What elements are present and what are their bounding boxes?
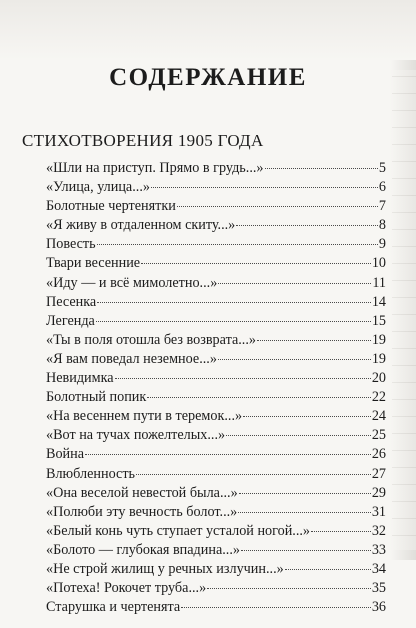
dot-leader — [218, 359, 371, 360]
toc-entry — [46, 389, 386, 408]
toc-entry — [46, 523, 386, 542]
dot-leader — [226, 435, 371, 436]
facing-page-ghost-text — [392, 70, 416, 550]
toc-entry-page: 31 — [371, 503, 386, 520]
toc-entry-page: 22 — [371, 389, 386, 406]
toc-entry-page: 20 — [371, 370, 386, 387]
toc-entry-page: 7 — [378, 198, 386, 215]
dot-leader — [136, 474, 371, 475]
toc-entry-page: 34 — [371, 560, 386, 577]
dot-leader — [181, 607, 371, 608]
dot-leader — [141, 263, 371, 264]
dot-leader — [207, 588, 371, 589]
toc-entry-page: 19 — [371, 350, 386, 367]
toc-entry-page: 35 — [371, 580, 386, 597]
dot-leader — [285, 569, 371, 570]
table-of-contents — [46, 160, 386, 618]
toc-entry — [46, 580, 386, 599]
toc-entry-page: 15 — [371, 312, 386, 329]
toc-entry — [46, 370, 386, 389]
toc-entry — [46, 198, 386, 217]
toc-entry — [46, 466, 386, 485]
toc-entry-title: Невидимка — [46, 370, 114, 387]
toc-entry-title: «Болото — глубокая впадина...» — [46, 541, 240, 558]
toc-entry — [46, 160, 386, 179]
toc-entry — [46, 542, 386, 561]
toc-entry — [46, 275, 386, 294]
toc-entry-page: 36 — [371, 599, 386, 616]
toc-entry-title: «Улица, улица...» — [46, 179, 150, 196]
toc-entry-page: 6 — [378, 179, 386, 196]
toc-entry-page: 32 — [371, 522, 386, 539]
dot-leader — [238, 512, 371, 513]
dot-leader — [265, 168, 378, 169]
toc-entry-title: Старушка и чертенята — [46, 599, 181, 616]
toc-entry-title: «Иду — и всё мимолетно...» — [46, 274, 218, 291]
toc-entry-title: «Потеха! Рокочет труба...» — [46, 580, 207, 597]
page-title: СОДЕРЖАНИЕ — [109, 64, 307, 91]
toc-entry-title: «Я вам поведал неземное...» — [46, 350, 217, 367]
toc-entry-page: 33 — [371, 541, 386, 558]
toc-entry-title: Болотные чертенятки — [46, 198, 176, 215]
dot-leader — [151, 187, 378, 188]
toc-entry-title: Твари весенние — [46, 255, 141, 272]
dot-leader — [243, 416, 371, 417]
dot-leader — [177, 206, 378, 207]
toc-entry-title: «Я живу в отдаленном скиту...» — [46, 217, 236, 234]
toc-entry-page: 5 — [378, 160, 386, 176]
dot-leader — [257, 340, 371, 341]
toc-entry — [46, 504, 386, 523]
toc-entry-page: 9 — [378, 236, 386, 253]
dot-leader — [97, 302, 371, 303]
toc-entry-page: 27 — [371, 465, 386, 482]
toc-entry — [46, 179, 386, 198]
toc-entry — [46, 427, 386, 446]
toc-entry-title: «Белый конь чуть ступает усталой ногой...» — [46, 522, 311, 539]
toc-entry-page: 11 — [372, 274, 386, 291]
toc-entry — [46, 351, 386, 370]
toc-entry — [46, 561, 386, 580]
toc-entry-title: Влюбленность — [46, 465, 135, 482]
toc-entry-page: 14 — [371, 293, 386, 310]
toc-entry-title: «На весеннем пути в теремок...» — [46, 408, 243, 425]
toc-entry-page: 10 — [371, 255, 386, 272]
toc-entry — [46, 485, 386, 504]
dot-leader — [96, 321, 371, 322]
toc-entry — [46, 255, 386, 274]
dot-leader — [147, 397, 371, 398]
toc-entry-title: Песенка — [46, 293, 97, 310]
toc-entry — [46, 446, 386, 465]
section-heading: СТИХОТВОРЕНИЯ 1905 ГОДА — [22, 131, 264, 150]
toc-entry-title: «Не строй жилищ у речных излучин...» — [46, 560, 284, 577]
toc-entry-page: 26 — [371, 446, 386, 463]
toc-entry — [46, 332, 386, 351]
facing-page-bleed-top — [0, 0, 416, 60]
toc-entry-title: Война — [46, 446, 85, 463]
dot-leader — [115, 378, 371, 379]
dot-leader — [218, 283, 371, 284]
toc-entry-title: Повесть — [46, 236, 96, 253]
toc-entry — [46, 408, 386, 427]
dot-leader — [239, 493, 371, 494]
dot-leader — [241, 550, 371, 551]
toc-entry — [46, 294, 386, 313]
toc-entry — [46, 313, 386, 332]
toc-entry-page: 25 — [371, 427, 386, 444]
toc-entry-page: 8 — [378, 217, 386, 234]
dot-leader — [311, 531, 371, 532]
dot-leader — [97, 244, 378, 245]
toc-entry-page: 29 — [371, 484, 386, 501]
toc-entry — [46, 217, 386, 236]
toc-entry-page: 24 — [371, 408, 386, 425]
toc-entry — [46, 236, 386, 255]
toc-entry-title: Болотный попик — [46, 389, 147, 406]
dot-leader — [236, 225, 378, 226]
toc-entry — [46, 599, 386, 618]
dot-leader — [85, 454, 371, 455]
toc-entry-page: 19 — [371, 331, 386, 348]
toc-entry-title: Легенда — [46, 312, 95, 329]
toc-entry-title: «Шли на приступ. Прямо в грудь...» — [46, 160, 264, 176]
toc-entry-title: «Она веселой невестой была...» — [46, 484, 238, 501]
toc-entry-title: «Ты в поля отошла без возврата...» — [46, 331, 256, 348]
toc-entry-title: «Полюби эту вечность болот...» — [46, 503, 238, 520]
toc-entry-title: «Вот на тучах пожелтелых...» — [46, 427, 226, 444]
